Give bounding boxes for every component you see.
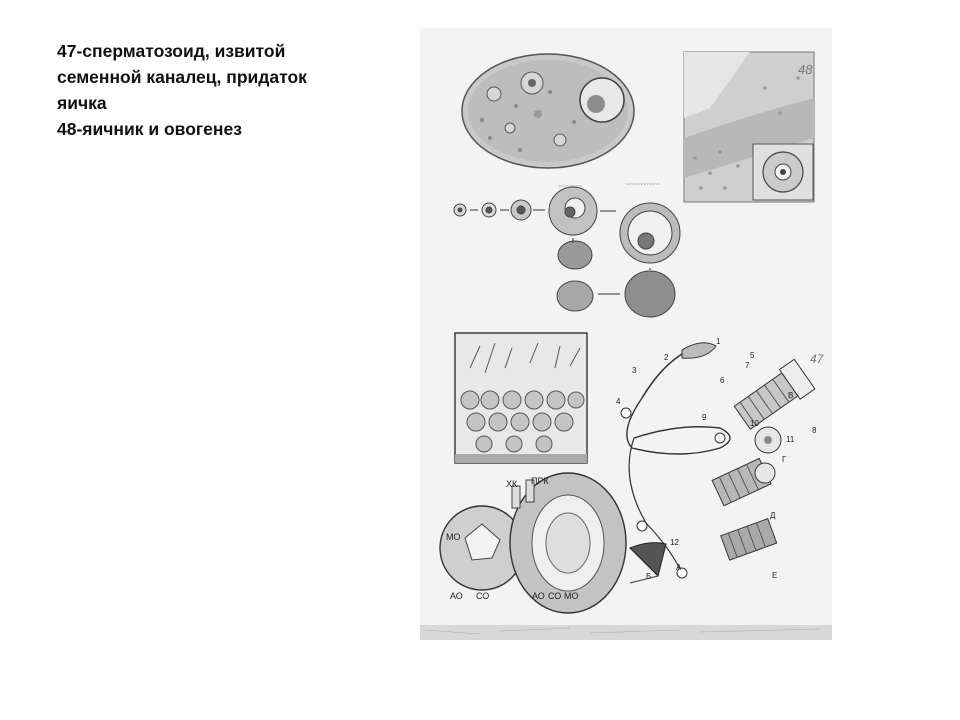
sperm-label-v: В	[788, 391, 794, 400]
sperm-label-b: Б	[646, 572, 652, 581]
sperm-label-3: 3	[632, 366, 637, 375]
sperm-label-a: А	[676, 563, 682, 572]
sperm-label-7: 7	[745, 361, 750, 370]
ovary-tissue-panel	[684, 52, 814, 202]
title-line-1: 47-сперматозоид, извитой	[57, 41, 286, 61]
sperm-label-e: Е	[772, 571, 778, 580]
sperm-label-9: 9	[702, 413, 707, 422]
label-ao-left: АО	[450, 591, 463, 601]
title-line-2: семенной каналец, придаток	[57, 67, 307, 87]
label-mo-left: МО	[446, 532, 461, 542]
sperm-label-5: 5	[750, 351, 755, 360]
seminiferous-tubule-panel	[455, 333, 587, 463]
title-line-4: 48-яичник и овогенез	[57, 119, 242, 139]
sperm-label-1: 1	[716, 337, 721, 346]
sperm-label-4: 4	[616, 397, 621, 406]
histology-drawings	[420, 28, 832, 640]
label-prk: ПРК	[531, 476, 549, 486]
svg-text:~~~~~~~~~~~~: ~~~~~~~~~~~~	[625, 182, 661, 188]
slide-title	[57, 38, 397, 142]
label-mo-right: МО	[564, 591, 579, 601]
sperm-label-6: 6	[720, 376, 725, 385]
sperm-label-8: 8	[812, 426, 817, 435]
sperm-label-g: Г	[782, 455, 787, 464]
plate-number-top: 48	[798, 62, 813, 77]
sperm-label-11: 11	[786, 435, 795, 444]
label-co-right: СО	[548, 591, 562, 601]
plate-number-bottom: 47	[810, 352, 824, 366]
sperm-label-2: 2	[664, 353, 669, 362]
title-line-3: яичка	[57, 93, 107, 113]
scanned-histology-plate	[420, 28, 832, 640]
ovary-oval-section	[462, 54, 634, 168]
sperm-label-10: 10	[750, 419, 759, 428]
sperm-label-12: 12	[670, 538, 679, 547]
label-co-left: СО	[476, 591, 490, 601]
sperm-label-d: Д	[770, 511, 776, 520]
label-hk: ХК	[506, 479, 518, 489]
label-ao-right: АО	[532, 591, 545, 601]
svg-text:~~~~~~~~: ~~~~~~~~	[558, 184, 582, 190]
